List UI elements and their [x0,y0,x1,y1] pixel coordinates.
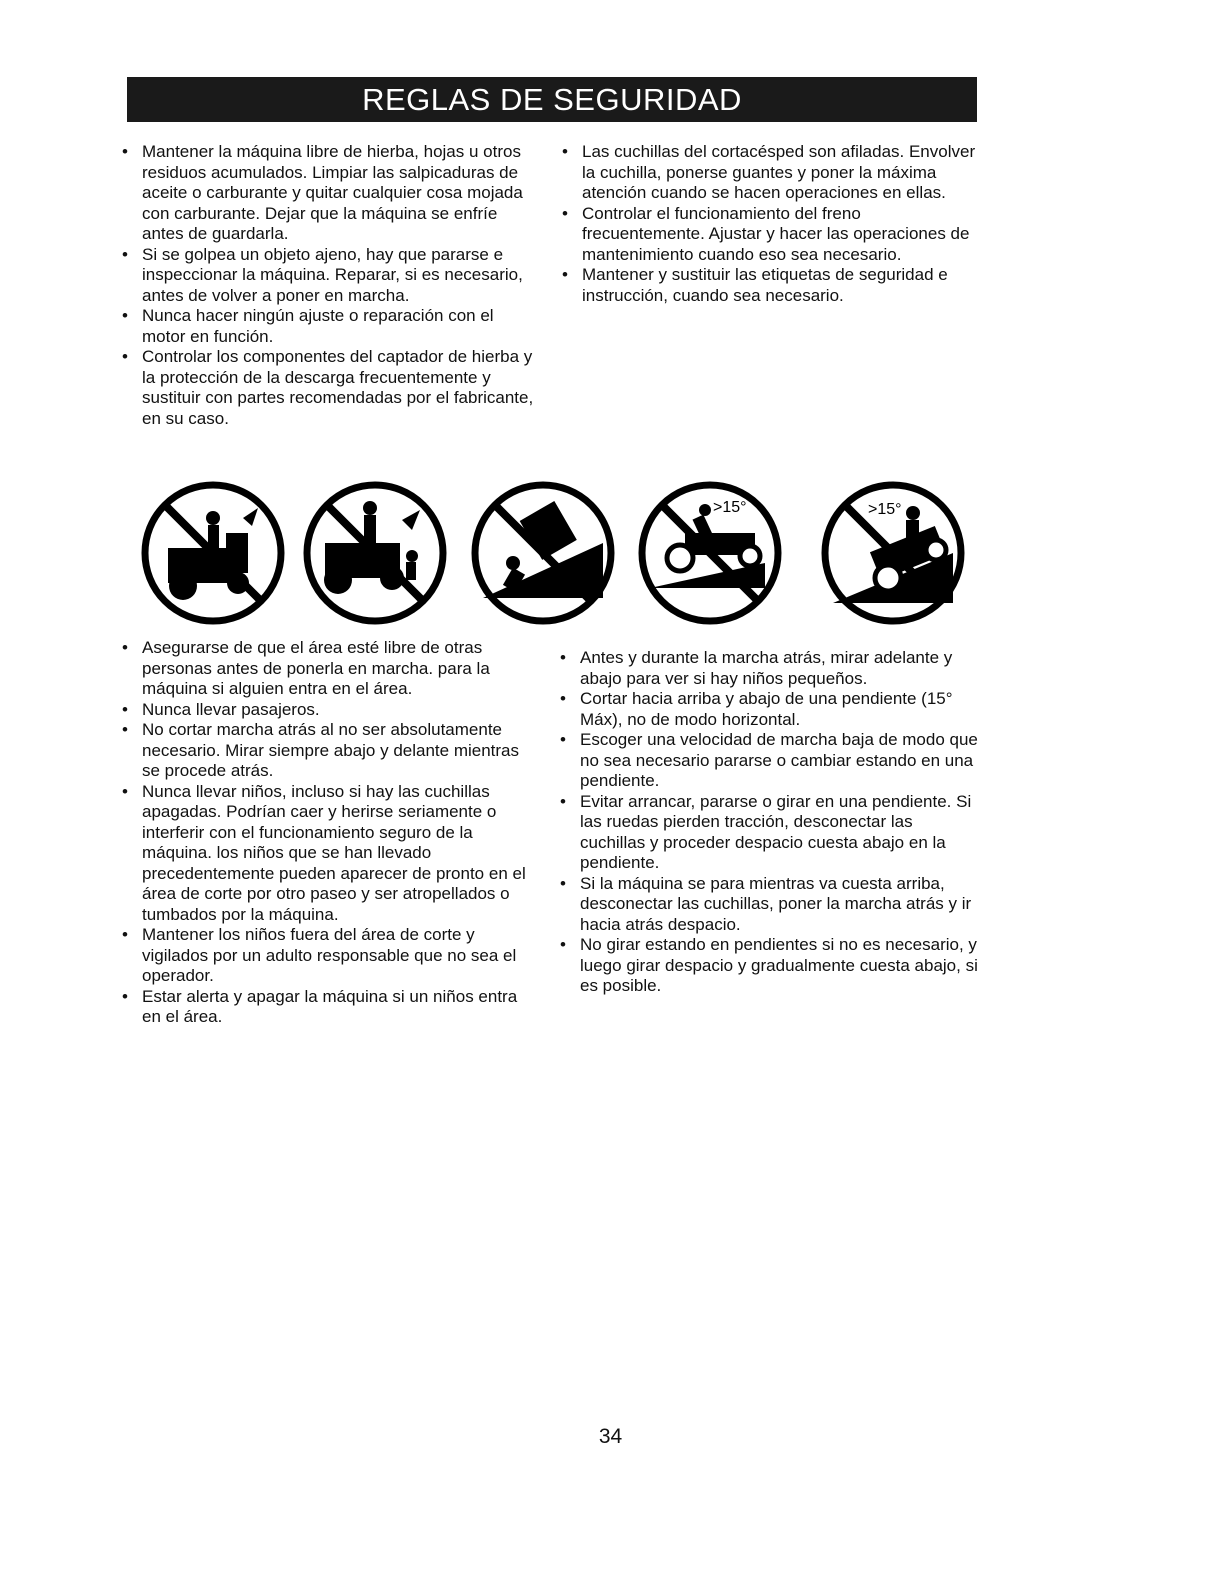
no-slope-over-15-icon [818,478,968,628]
rule-item: • No girar estando en pendientes si no es necesario, y luego girar despacio y gradualmente cuesta abajo, si es posible. [560,935,978,995]
rule-item: • Mantener la máquina libre de hierba, hojas u otros residuos acumulados. Limpiar las salpicaduras de aceite o carburante y quitar cualquier cosa mojada con carburante. Dejar que la máquina se enfríe antes de guardarla. [122,142,523,243]
rule-item: • Si la máquina se para mientras va cuesta arriba, desconectar las cuchillas, poner la marcha atrás y ir hacia atrás despacio. [560,873,972,934]
top-left-rules [120,142,540,429]
rule-item: • Las cuchillas del cortacésped son afiladas. Envolver la cuchilla, ponerse guantes y poner la máxima atención cuando se hacen operaciones en ellas. [562,142,976,202]
page-number: 34 [598,1425,623,1448]
top-right-rules [560,142,980,306]
rule-item: • Mantener los niños fuera del área de corte y vigilados por un adulto responsable que no sea el operador. [122,925,517,985]
rule-item: • Controlar los componentes del captador de hierba y la protección de la descarga frecuentemente y sustituir con partes recomendadas por el fabricante, en su caso. [122,347,534,428]
no-steep-slope-15-icon [635,478,785,628]
rule-item: • Antes y durante la marcha atrás, mirar adelante y abajo para ver si hay niños pequeños. [560,648,953,688]
rule-item: • Nunca hacer ningún ajuste o reparación con el motor en función. [122,306,494,346]
rule-item: • Cortar hacia arriba y abajo de una pendiente (15° Máx), no de modo horizontal. [560,689,953,729]
page-title: REGLAS DE SEGURIDAD [362,81,742,117]
rule-item: • Nunca llevar pasajeros. [122,699,320,719]
no-child-near-mower-icon [300,478,450,628]
header-banner [127,77,977,122]
no-passenger-child-icon [138,478,288,628]
slope-limit-label: >15° [868,501,902,518]
safety-icons-row [138,478,968,628]
rule-item: • Nunca llevar niños, incluso si hay las cuchillas apagadas. Podrían caer y herirse seriamente o interferir con el funcionamiento seguro de la máquina. los niños que se han llevado precedentemente pueden aparecer de pronto en el área de corte por otro paseo y ser atropellados o tumbados por la máquina. [122,781,526,924]
slope-limit-label: >15° [713,499,747,516]
rule-item: • Controlar el funcionamiento del freno frecuentemente. Ajustar y hacer las operaciones de mantenimiento cuando eso sea necesario. [562,203,970,264]
bottom-left-rules [120,638,540,1028]
rule-item: • Estar alerta y apagar la máquina si un niños entra en el área. [122,986,518,1026]
rule-item: • Mantener y sustituir las etiquetas de seguridad e instrucción, cuando sea necesario. [562,265,948,305]
rule-item: • Asegurarse de que el área esté libre de otras personas antes de ponerla en marcha. para la máquina si alguien entra en el área. [122,638,490,698]
no-tipping-slope-icon [468,478,618,628]
rule-item: • Si se golpea un objeto ajeno, hay que pararse e inspeccionar la máquina. Reparar, si es necesario, antes de volver a poner en marcha. [122,244,523,305]
rule-item: • No cortar marcha atrás al no ser absolutamente necesario. Mirar siempre abajo y delante mientras se procede atrás. [122,720,520,780]
bottom-right-rules [558,648,978,997]
rule-item: • Escoger una velocidad de marcha baja de modo que no sea necesario pararse o cambiar estando en una pendiente. [560,730,978,790]
rule-item: • Evitar arrancar, pararse o girar en una pendiente. Si las ruedas pierden tracción, desconectar las cuchillas y proceder despacio cuesta abajo en la pendiente. [560,791,972,872]
